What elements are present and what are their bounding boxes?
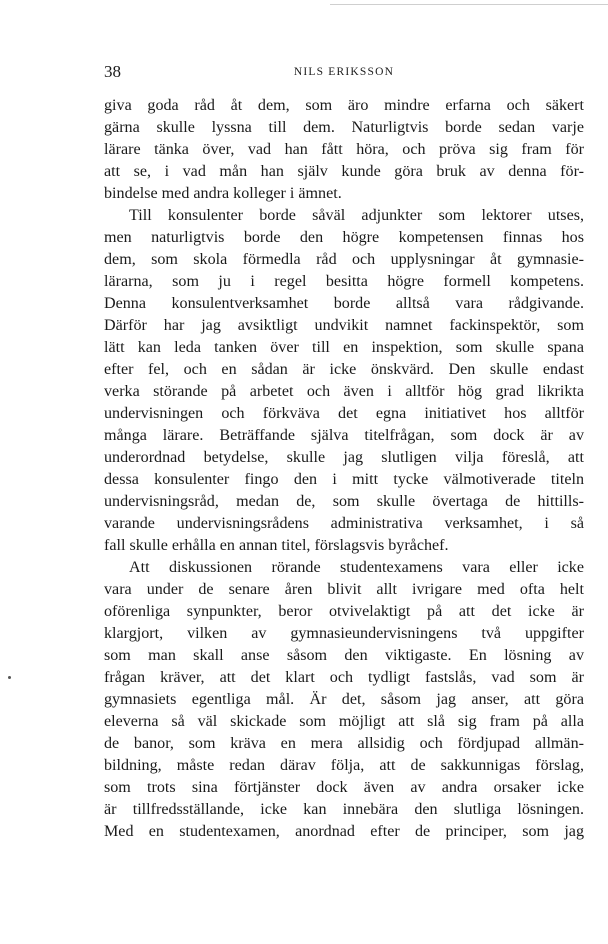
text-line: Därför har jag avsiktligt undvikit namnet fackinspektör, som [104,317,584,334]
text-line: bindelse med andra kolleger i ämnet. [104,185,342,202]
text-line: men naturligtvis borde den högre kompetensen finnas hos [104,229,584,246]
text-line: varande undervisningsrådens administrativa verksamhet, i så [104,515,584,532]
text-line: oförenliga synpunkter, beror otvivelaktigt på att det icke är [104,603,584,620]
text-line: många lärare. Beträffande själva titelfrågan, som dock är av [104,427,584,444]
running-head [104,60,584,84]
text-line: de banor, som kräva en mera allsidig och fördjupad allmän- [104,735,584,752]
text-line: som trots sina förtjänster dock även av andra orsaker icke [104,779,584,796]
text-line: gärna skulle lyssna till dem. Naturligtvis borde sedan varje [104,119,584,136]
text-line: efter fel, och en sådan är icke önskvärd. Den skulle endast [104,361,584,378]
text-line: eleverna så väl skickade som möjligt att slå sig fram på alla [104,713,584,730]
text-line: frågan kräver, att det klart och tydligt fastslås, vad som är [104,669,584,686]
text-line: vara under de senare åren blivit allt ivrigare med ofta helt [104,581,584,598]
page-number: 38 [104,62,121,81]
text-line: Att diskussionen rörande studentexamens vara eller icke [129,559,584,576]
text-line: undervisningsråd, medan de, som skulle övertaga de hittills- [104,493,584,510]
text-line: underordnad betydelse, skulle jag slutligen vilja föreslå, att [104,449,584,466]
text-line: bildning, måste redan därav följa, att de sakkunnigas förslag, [104,757,584,774]
running-head-author: NILS ERIKSSON [293,66,395,78]
text-line: giva goda råd åt dem, som äro mindre erfarna och säkert [104,97,584,114]
text-line: lärare tänka över, vad han fått höra, och pröva sig fram för [104,141,584,158]
text-line: Till konsulenter borde såväl adjunkter som lektorer utses, [129,207,584,224]
text-line: att se, i vad mån han själv kunde göra bruk av denna för- [104,163,584,180]
text-line: gymnasiets egentliga mål. Är det, såsom jag anser, att göra [104,691,584,708]
text-line: är tillfredsställande, icke kan innebära den slutliga lösningen. [104,801,584,818]
body-text [104,95,584,843]
text-line: dem, som skola förmedla råd och upplysningar åt gymnasie- [104,251,584,268]
text-line: dessa konsulenter fingo den i mitt tycke välmotiverade titeln [104,471,584,488]
margin-mark [8,676,11,679]
text-line: Med en studentexamen, anordnad efter de principer, som jag [104,823,584,840]
text-line: undervisningen och förkväva det egna initiativet hos alltför [104,405,584,422]
text-line: lärarna, som ju i regel besitta högre formell kompetens. [104,273,584,290]
scan-edge-rule [330,4,608,5]
text-line: klargjort, vilken av gymnasieundervisningens två uppgifter [104,625,584,642]
text-line: Denna konsulentverksamhet borde alltså vara rådgivande. [104,295,584,312]
text-line: som man skall anse såsom den viktigaste. En lösning av [104,647,584,664]
text-line: fall skulle erhålla en annan titel, förslagsvis byråchef. [104,537,449,554]
text-line: verka störande på arbetet och även i alltför hög grad likrikta [104,383,584,400]
text-line: lätt kan leda tanken över till en inspektion, som skulle spana [104,339,584,356]
